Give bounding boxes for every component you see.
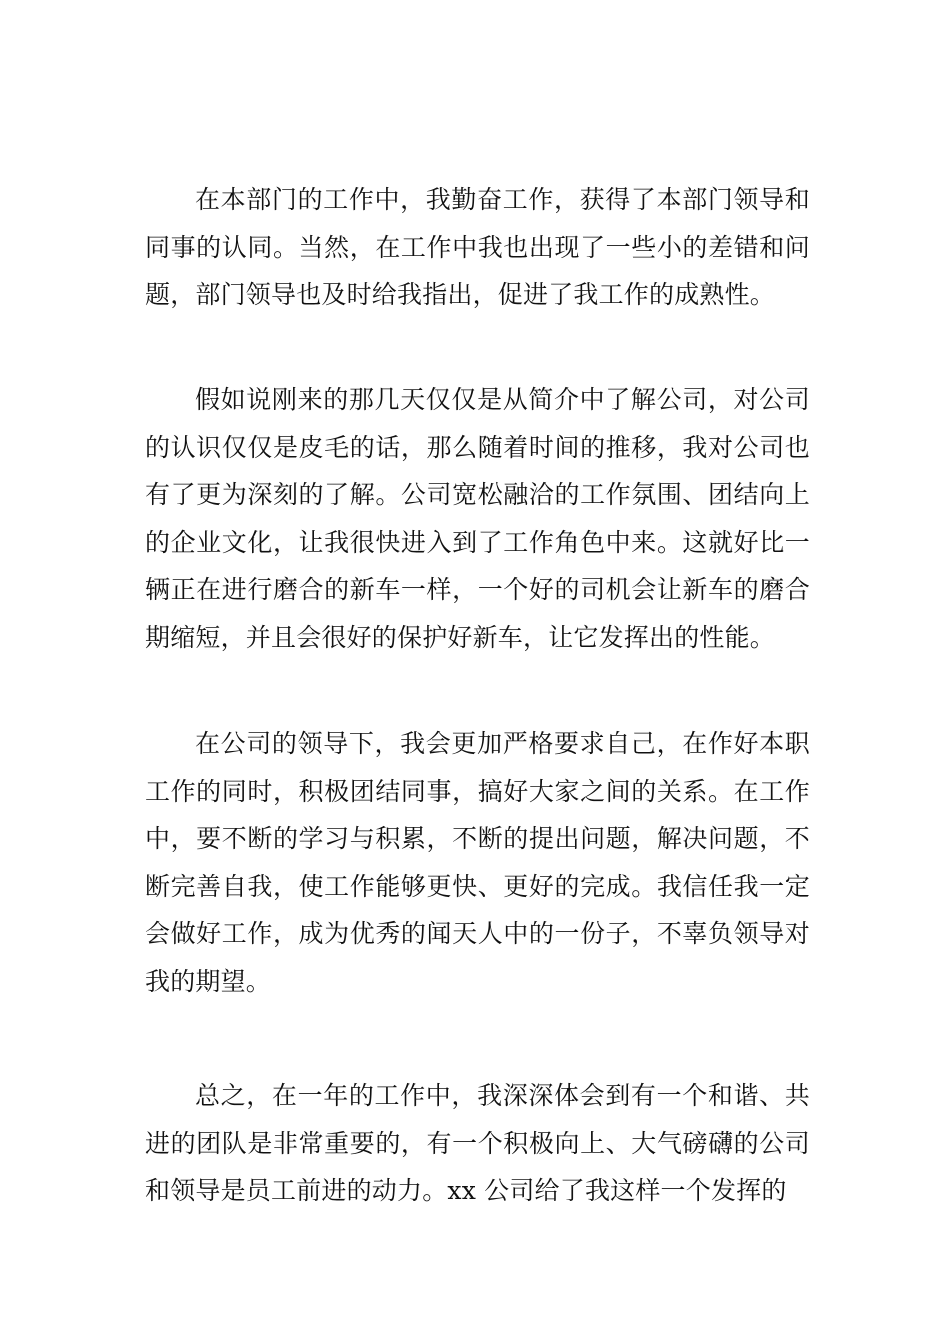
paragraph-summary: 总之，在一年的工作中，我深深体会到有一个和谐、共进的团队是非常重要的，有一个积极向上、大气磅礴的公司和领导是员工前进的动力。xx 公司给了我这样一个发挥的 [145, 1081, 810, 1205]
paragraph-department-work: 在本部门的工作中，我勤奋工作，获得了本部门领导和同事的认同。当然，在工作中我也出现了一些小的差错和问题，部门领导也及时给我指出，促进了我工作的成熟性。 [145, 185, 810, 309]
paragraph-future-commitment: 在公司的领导下，我会更加严格要求自己，在作好本职工作的同时，积极团结同事，搞好大家之间的关系。在工作中，要不断的学习与积累，不断的提出问题，解决问题，不断完善自我，使工作能够更快、更好的完成。我信任我一定会做好工作，成为优秀的闻天人中的一份子，不辜负领导对我的期望。 [145, 729, 810, 996]
paragraph-company-understanding: 假如说刚来的那几天仅仅是从简介中了解公司，对公司的认识仅仅是皮毛的话，那么随着时间的推移，我对公司也有了更为深刻的了解。公司宽松融洽的工作氛围、团结向上的企业文化，让我很快进入到了工作角色中来。这就好比一辆正在进行磨合的新车一样，一个好的司机会让新车的磨合期缩短，并且会很好的保护好新车，让它发挥出的性能。 [145, 385, 810, 652]
